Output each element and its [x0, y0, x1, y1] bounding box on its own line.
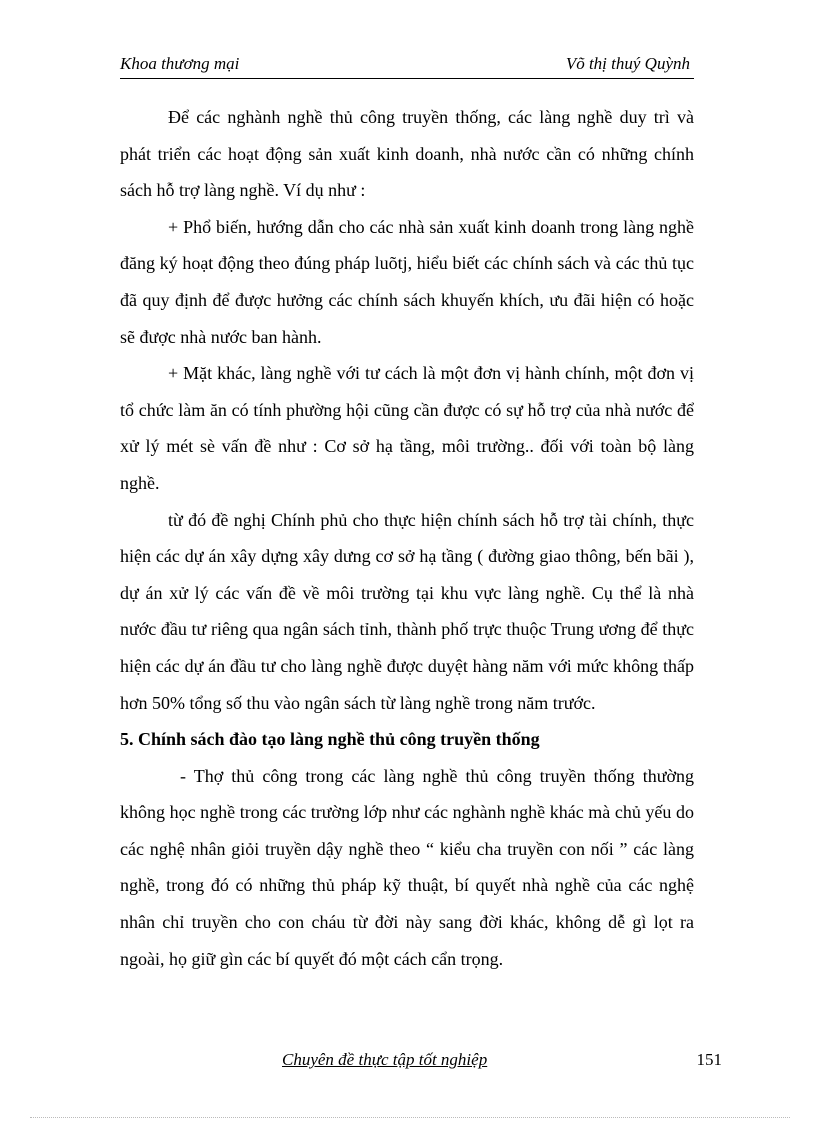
paragraph-2: + Phổ biến, hướng dẫn cho các nhà sản xuất kinh doanh trong làng nghề đăng ký hoạt động theo đúng pháp luõtj, hiểu biết các chính sách và các thủ tục đã quy định để được hưởng các chính sách khuyến khích, ưu đãi hiện có hoặc sẽ được nhà nước ban hành.	[120, 216, 694, 347]
page-footer	[120, 1046, 722, 1076]
paragraph-1: Để các nghành nghề thủ công truyền thống, các làng nghề duy trì và phát triển các hoạt động sản xuất kinh doanh, nhà nước cần có những chính sách hỗ trợ làng nghề. Ví dụ như :	[120, 107, 694, 201]
paragraph-3: + Mặt khác, làng nghề với tư cách là một đơn vị hành chính, một đơn vị tổ chức làm ăn có tính phường hội cũng cần được có sự hỗ trợ của nhà nước để xử lý mét sè vấn đề như : Cơ sở hạ tầng, môi trường.. đối với toàn bộ làng nghề.	[120, 363, 694, 493]
section-heading: 5. Chính sách đào tạo làng nghề thủ công truyền thống	[120, 729, 540, 750]
header-department: Khoa thương mại	[120, 54, 240, 73]
header-author: Võ thị thuý Quỳnh	[565, 54, 690, 73]
footer-title: Chuyên đề thực tập tốt nghiệp	[282, 1050, 488, 1069]
page-number: 151	[696, 1050, 722, 1069]
page-bottom-divider	[30, 1117, 790, 1118]
paragraph-5: - Thợ thủ công trong các làng nghề thủ công truyền thống thường không học nghề trong các trường lớp như các nghành nghề khác mà chủ yếu do các nghệ nhân giỏi truyền dậy nghề theo “ kiểu cha truyền con nối ” các làng nghề, trong đó có những thủ pháp kỹ thuật, bí quyết nhà nghề của các nghệ nhân chỉ truyền cho con cháu từ đời này sang đời khác, không dễ gì lọt ra ngoài, họ giữ gìn các bí quyết đó một cách cẩn trọng.	[120, 765, 694, 969]
paragraph-4: từ đó đề nghị Chính phủ cho thực hiện chính sách hỗ trợ tài chính, thực hiện các dự án xây dựng xây dưng cơ sở hạ tầng ( đường giao thông, bến bãi ), dự án xử lý các vấn đề về môi trường tại khu vực làng nghề. Cụ thể là nhà nước đầu tư riêng qua ngân sách tỉnh, thành phố trực thuộc Trung ương để thực hiện các dự án đầu tư cho làng nghề được duyệt hàng năm với mức không thấp hơn 50% tổng số thu vào ngân sách từ làng nghề trong năm trước.	[120, 509, 694, 713]
page-header	[120, 50, 694, 79]
page-body	[120, 99, 694, 977]
